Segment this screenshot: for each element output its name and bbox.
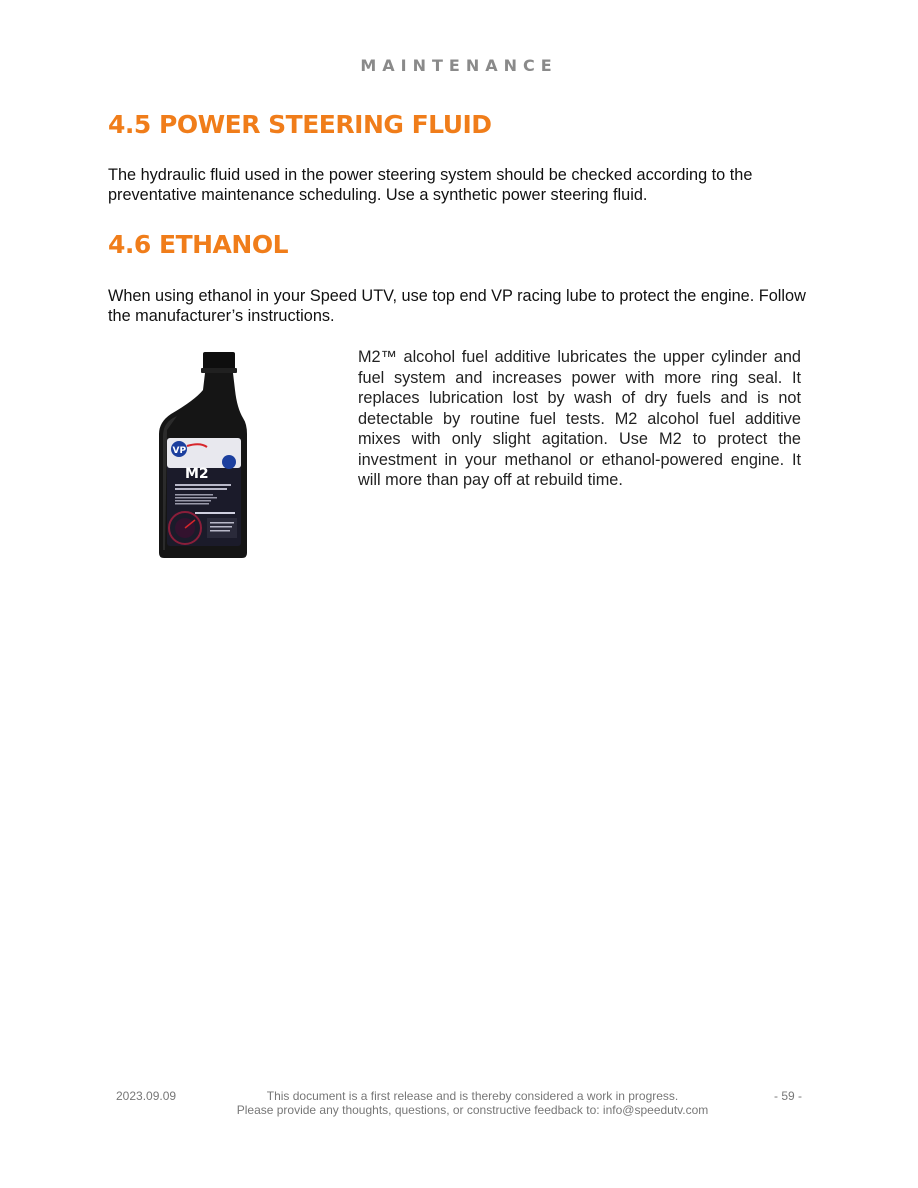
section-title-ethanol: 4.6 ETHANOL [108, 230, 288, 259]
footer-date: 2023.09.09 [116, 1089, 177, 1103]
bottle-icon [155, 350, 250, 560]
page-header: MAINTENANCE [360, 56, 558, 75]
label-name: M2 [185, 466, 209, 482]
footer-note-line1: This document is a first release and is thereby considered a work in progress. [266, 1089, 679, 1103]
section-body-power-steering: The hydraulic fluid used in the power steering system should be checked according to the preventative maintenance scheduling. Use a synthetic power steering fluid. [108, 166, 753, 204]
section-title-power-steering: 4.5 POWER STEERING FLUID [108, 110, 492, 139]
product-description: M2™ alcohol fuel additive lubricates the upper cylinder and fuel system and increases power with more ring seal. It replaces lubrication lost by wash of dry fuels and is not detectable by routine fuel tests. M2 alcohol fuel additive mixes with only slight agitation. Use M2 to protect the investment in your methanol or ethanol-powered engine. It will more than pay off at rebuild time. [358, 348, 801, 489]
page-number: - 59 - [773, 1089, 802, 1103]
label-brand: VP [172, 446, 187, 456]
section-body-ethanol: When using ethanol in your Speed UTV, use top end VP racing lube to protect the engine. Follow the manufacturer’s instructions. [108, 287, 806, 325]
footer-note-line2: Please provide any thoughts, questions, or constructive feedback to: info@speedutv.com [236, 1103, 709, 1117]
m2-bottle-image [155, 350, 250, 560]
footer-note [200, 1089, 745, 1117]
